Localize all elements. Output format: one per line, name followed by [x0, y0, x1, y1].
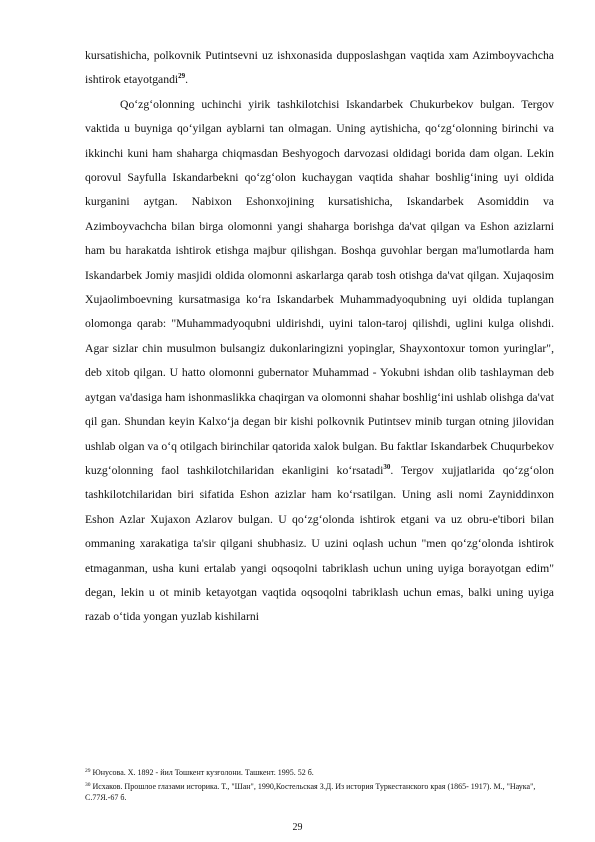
- paragraph-1-text: kursatishicha, polkovnik Putintsevni uz ishxonasida dupposlashgan vaqtida xam Azimboyvachcha ishtirok etayotgandi: [85, 49, 554, 87]
- footnote-text: Юнусова. Х. 1892 - йил Тошкент кузғолони. Ташкент. 1995. 52 б.: [92, 768, 314, 777]
- footnote-number: 30: [85, 782, 91, 788]
- footnote-ref-30: 30: [383, 462, 391, 471]
- footnotes: [85, 767, 554, 806]
- paragraph-1: [85, 44, 554, 93]
- footnote-29: [85, 767, 554, 778]
- footnote-30: [85, 781, 554, 803]
- paragraph-2: [85, 93, 554, 630]
- footnote-number: 29: [85, 768, 91, 774]
- paragraph-2-text: Qo‘zg‘olonning uchinchi yirik tashkilotchisi Iskandarbek Chukurbekov bulgan. Tergov vaktida u buyniga qo‘yilgan ayblarni tan olmagan. Uning aytishicha, qo‘zg‘olonning birinchi va ikkinchi kuni ham shaharga chiqmasdan Beshyogoch darvozasi oldidagi borida dam olgan. Lekin qorovul Sayfulla Iskandarbekni qo‘zg‘olon kuchaygan vaqtida shahar boshlig‘ining uyi oldida kurganini aytgan. Nabixon Eshonxojining kursatishicha, Iskandarbek Asomiddin va Azimboyvachcha bilan birga olomonni yangi shaharga borishga da'vat qilgan va Eshon azizlarni ham bu harakatda ishtirok etishga majbur qilishgan. Boshqa guvohlar bergan ma'lumotlarda ham Iskandarbek Jomiy masjidi oldida olomonni askarlarga qarab tosh otishga da'vat qilgan. Xujaqosim Xujaolimboevning kursatmasiga ko‘ra Iskandarbek Muhammadyoqubning uyi oldida tuplangan olomonga qarab: "Muhammadyoqubni uldirishdi, uyini talon-taroj qilishdi, uglini kulga olishdi. Agar sizlar chin musulmon bulsangiz dukonlaringizni yopinglar, Shayxontoxur tomon yuringlar", deb xitob qilgan. U hatto olomonni gubernator Muhammad - Yokubni ishdan olib tashlayman deb aytgan va'dasiga ham ishonmaslikka chaqirgan va olomonni shahar boshlig‘ini ushlab olishga da'vat qil gan. Shundan keyin Kalxo‘ja degan bir kishi polkovnik Putintsev minib turgan otning jilovidan ushlab olgan va o‘q otilgach birinchilar qatorida xalok bulgan. Bu faktlar Iskandarbek Chuqurbekov kuzg‘olonning faol tashkilotchilaridan ekanligini ko‘rsatadi: [85, 97, 554, 477]
- paragraph-2-tail: . Tergov xujjatlarida qo‘zg‘olon tashkilotchilaridan biri sifatida Eshon azizlar ham ko‘rsatilgan. Uning asli nomi Zayniddinxon Eshon Azlar Xujaxon Azlarov bulgan. U qo‘zg‘olonda ishtirok etgani va uz obru-e'tibori bilan ommaning xarakatiga ta'sir qilgani shubhasiz. U uzini oqlash uchun "men qo‘zg‘olonda ishtirok etmaganman, usha kuni ertalab yangi oqsoqolni tabriklash uchun uning uyiga borayotgan edim" degan, lekin u ot minib ketayotgan vaqtida oqsoqolni tabriklash uchun emas, balki uning uyiga razab o‘tida yongan yuzlab kishilarni: [85, 463, 554, 624]
- footnote-ref-29: 29: [178, 72, 186, 81]
- paragraph-1-tail: .: [185, 73, 189, 87]
- page-number: 29: [292, 822, 303, 833]
- body-text: [85, 44, 554, 630]
- footnote-text: Исхаков. Прошлое глазами историка. Т., "Шан", 1990,Костельская З.Д. Из история Туркестанского края (1865- 1917). М., "Наука", С.77Я.-67 б.: [85, 782, 536, 802]
